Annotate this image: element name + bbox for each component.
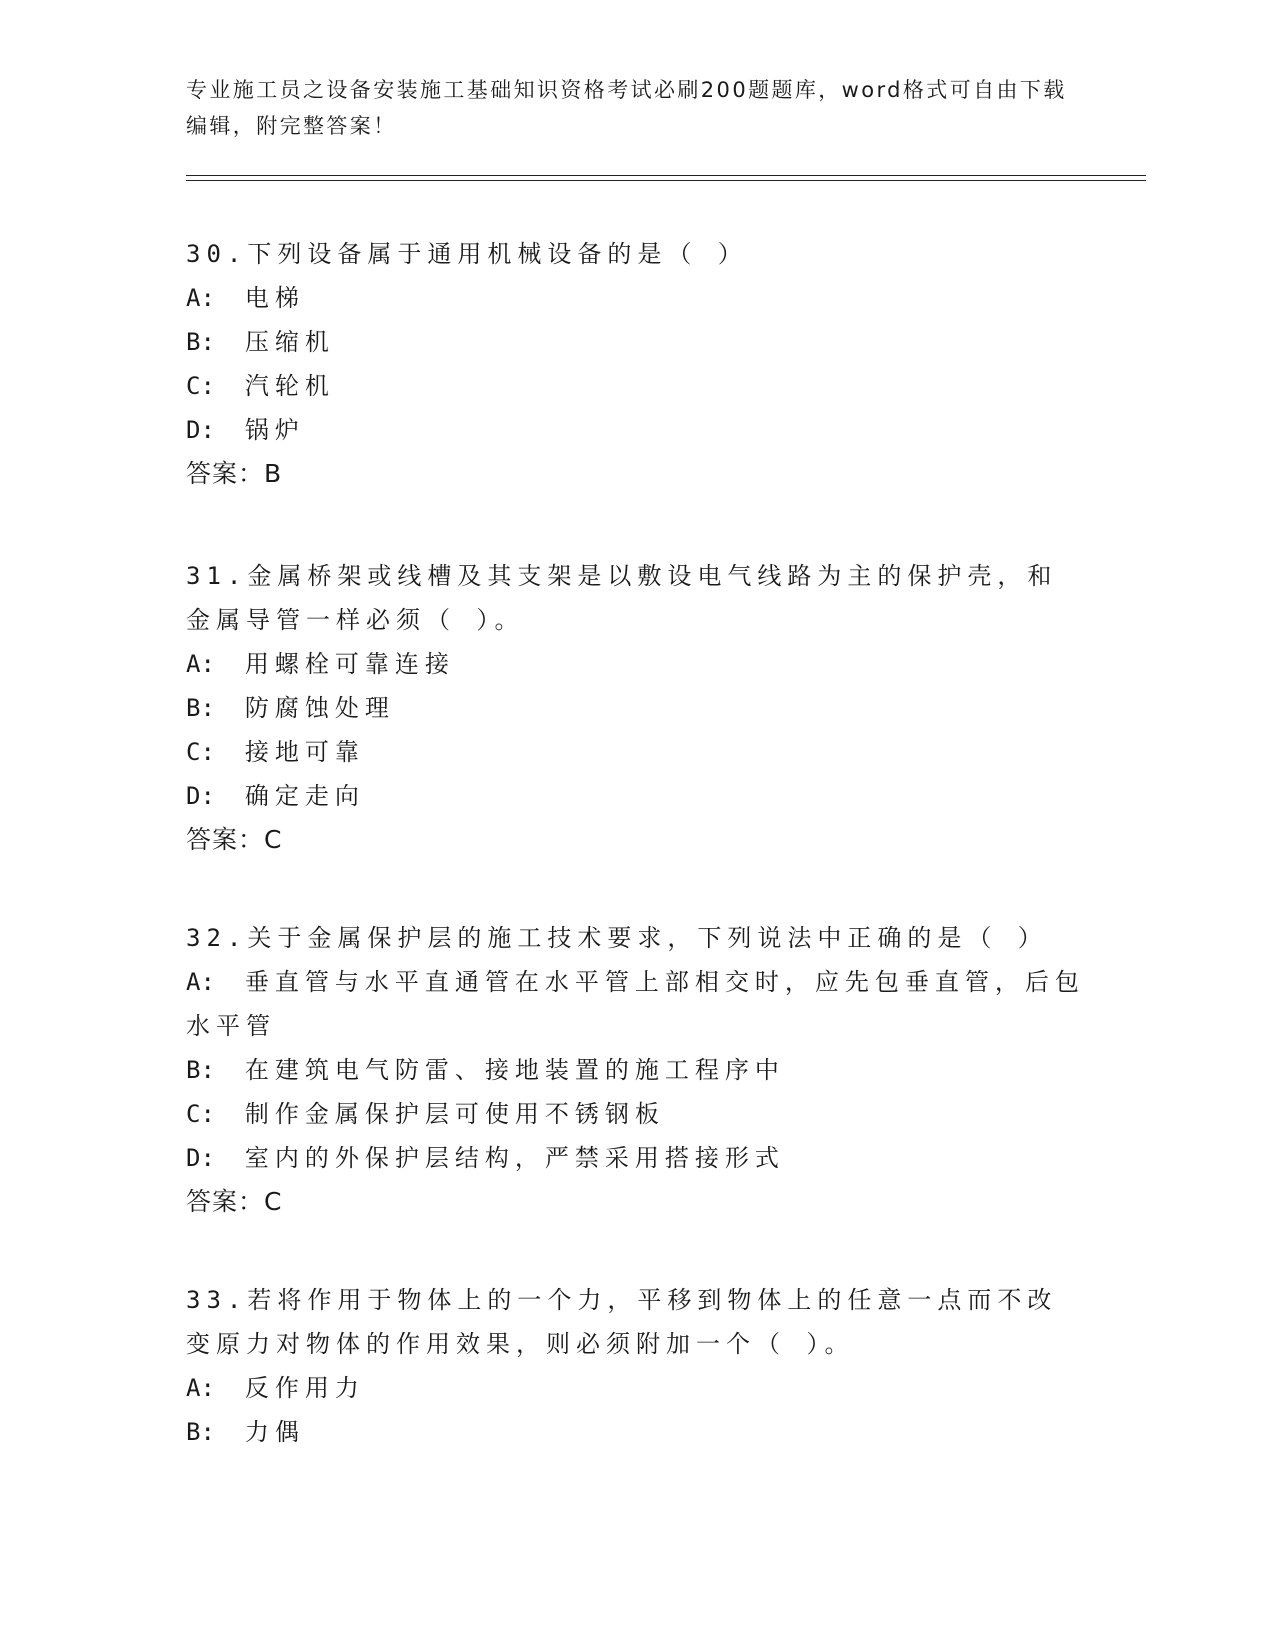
option-text: 锅炉 bbox=[244, 416, 305, 444]
question-32 bbox=[186, 916, 1086, 1224]
option-key: A: bbox=[186, 284, 215, 312]
option-key: D: bbox=[186, 782, 215, 810]
option-key: C: bbox=[186, 738, 215, 766]
option-d bbox=[186, 1136, 1086, 1180]
option-text: 在建筑电气防雷、接地装置的施工程序中 bbox=[244, 1056, 785, 1084]
option-b bbox=[186, 1048, 1086, 1092]
option-key: A: bbox=[186, 968, 215, 996]
option-text: 压缩机 bbox=[244, 328, 335, 356]
option-b bbox=[186, 686, 1086, 730]
option-text: 汽轮机 bbox=[244, 372, 335, 400]
option-key: D: bbox=[186, 1144, 215, 1172]
option-a bbox=[186, 960, 1086, 1048]
option-text: 接地可靠 bbox=[244, 738, 365, 766]
option-a bbox=[186, 642, 1086, 686]
option-text: 电梯 bbox=[244, 284, 305, 312]
option-text: 反作用力 bbox=[244, 1374, 365, 1402]
option-d bbox=[186, 774, 1086, 818]
option-key: B: bbox=[186, 1418, 215, 1446]
option-b bbox=[186, 320, 1086, 364]
option-text: 室内的外保护层结构，严禁采用搭接形式 bbox=[244, 1144, 785, 1172]
option-c bbox=[186, 730, 1086, 774]
answer-line: 答案：B bbox=[186, 459, 283, 488]
question-stem: 30.下列设备属于通用机械设备的是（ ） bbox=[186, 240, 748, 268]
option-key: B: bbox=[186, 694, 215, 722]
option-c bbox=[186, 364, 1086, 408]
header-rule-bottom bbox=[186, 180, 1146, 181]
question-stem: 33.若将作用于物体上的一个力，平移到物体上的任意一点而不改变原力对物体的作用效果，则必须附加一个（ ）。 bbox=[186, 1286, 1058, 1358]
option-text: 垂直管与水平直通管在水平管上部相交时，应先包垂直管，后包水平管 bbox=[186, 968, 1085, 1040]
header-rule-top bbox=[186, 175, 1146, 176]
option-text: 确定走向 bbox=[244, 782, 365, 810]
question-stem: 32.关于金属保护层的施工技术要求，下列说法中正确的是（ ） bbox=[186, 924, 1048, 952]
option-key: A: bbox=[186, 650, 215, 678]
answer-line: 答案：C bbox=[186, 1187, 283, 1216]
document-header: 专业施工员之设备安装施工基础知识资格考试必刷200题题库，word格式可自由下载编辑，附完整答案！ bbox=[186, 78, 1067, 138]
option-key: A: bbox=[186, 1374, 215, 1402]
option-key: D: bbox=[186, 416, 215, 444]
answer-line: 答案：C bbox=[186, 825, 283, 854]
question-30 bbox=[186, 232, 1086, 496]
option-text: 防腐蚀处理 bbox=[244, 694, 395, 722]
option-key: C: bbox=[186, 372, 215, 400]
option-d bbox=[186, 408, 1086, 452]
option-text: 用螺栓可靠连接 bbox=[244, 650, 455, 678]
option-a bbox=[186, 1366, 1086, 1410]
option-b bbox=[186, 1410, 1086, 1454]
question-31 bbox=[186, 554, 1086, 862]
option-key: B: bbox=[186, 328, 215, 356]
option-a bbox=[186, 276, 1086, 320]
option-key: C: bbox=[186, 1100, 215, 1128]
question-33 bbox=[186, 1278, 1086, 1454]
question-stem: 31.金属桥架或线槽及其支架是以敷设电气线路为主的保护壳，和金属导管一样必须（ ）。 bbox=[186, 562, 1058, 634]
option-text: 力偶 bbox=[244, 1418, 305, 1446]
option-text: 制作金属保护层可使用不锈钢板 bbox=[244, 1100, 665, 1128]
option-key: B: bbox=[186, 1056, 215, 1084]
option-c bbox=[186, 1092, 1086, 1136]
